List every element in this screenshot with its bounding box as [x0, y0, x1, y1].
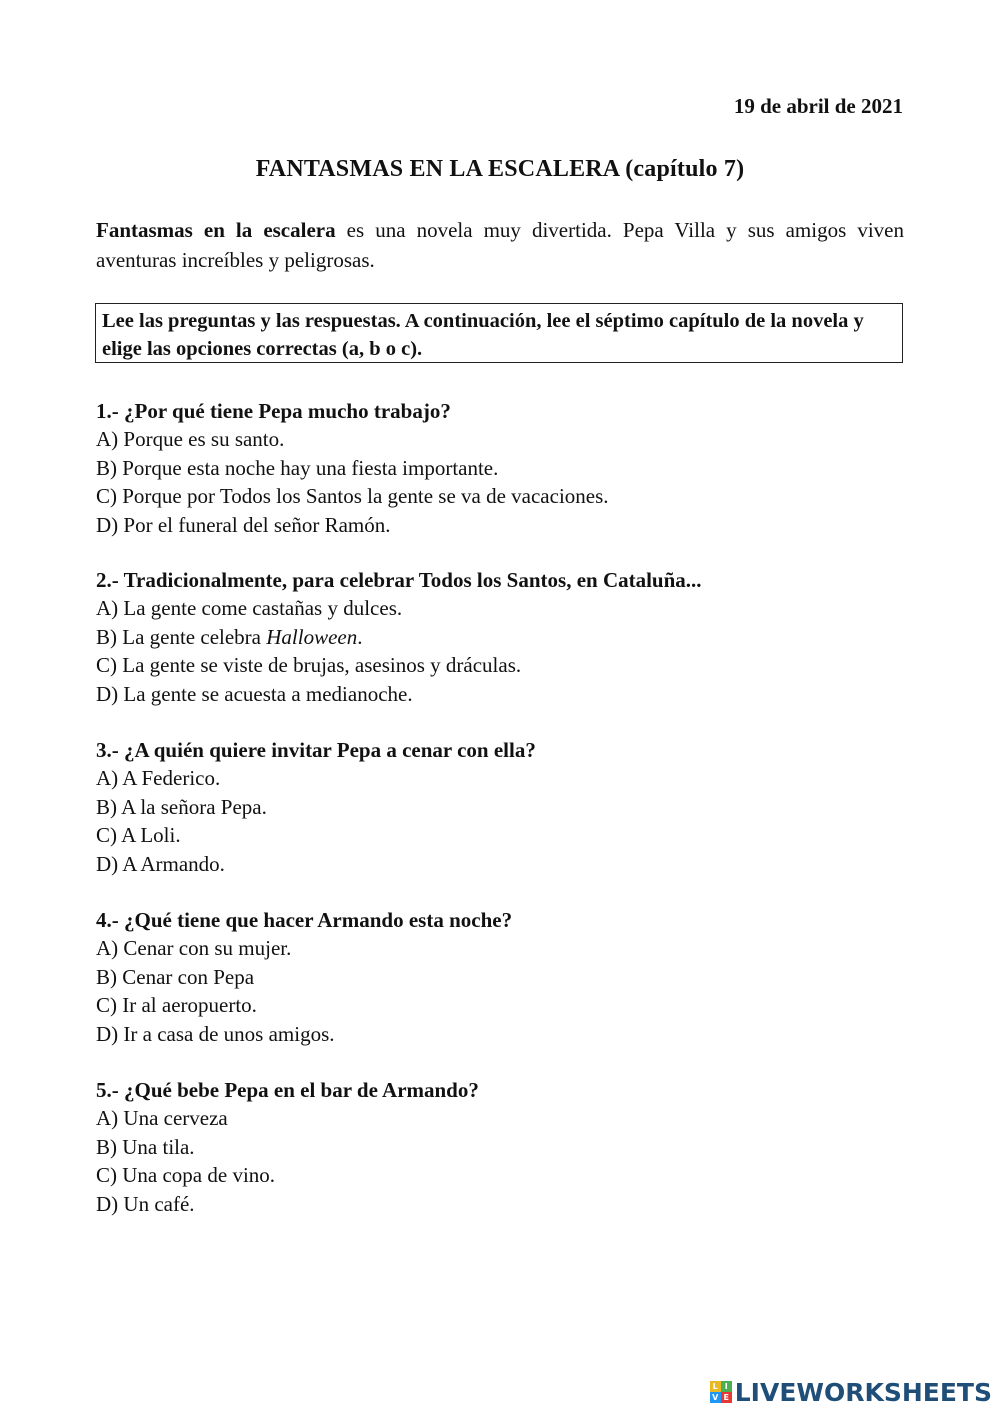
instructions-box: Lee las preguntas y las respuestas. A continuación, lee el séptimo capítulo de la novela y elige las opciones correctas (a, b o c).: [95, 303, 903, 363]
liveworksheets-brand-text: LIVEWORKSHEETS: [734, 1377, 992, 1407]
option-b[interactable]: [96, 623, 916, 652]
logo-cell: L: [710, 1381, 721, 1392]
option-b[interactable]: B) Cenar con Pepa: [96, 964, 255, 989]
question-title: 5.- ¿Qué bebe Pepa en el bar de Armando?: [96, 1078, 479, 1102]
liveworksheets-logo-icon: [710, 1381, 732, 1403]
question-title: 2.- Tradicionalmente, para celebrar Todos los Santos, en Cataluña...: [96, 568, 702, 592]
intro-text: es una novela muy divertida. Pepa Villa y sus amigos viven aventuras increíbles y peligrosas.: [96, 218, 904, 272]
document-date: 19 de abril de 2021: [733, 94, 903, 118]
novel-title: Fantasmas en la escalera: [96, 218, 336, 242]
option-b-text: B) La gente celebra: [96, 624, 267, 649]
option-c[interactable]: C) A Loli.: [96, 823, 181, 847]
intro-paragraph: [96, 215, 904, 275]
logo-cell: E: [721, 1392, 732, 1403]
option-b[interactable]: B) A la señora Pepa.: [96, 794, 267, 819]
option-b[interactable]: B) Porque esta noche hay una fiesta importante.: [96, 455, 499, 480]
option-c[interactable]: C) Porque por Todos los Santos la gente se va de vacaciones.: [96, 484, 609, 508]
question-2: [96, 566, 916, 708]
option-a[interactable]: A) Porque es su santo.: [96, 427, 285, 451]
option-c[interactable]: C) La gente se viste de brujas, asesinos y dráculas.: [96, 653, 522, 677]
logo-cell: V: [710, 1392, 721, 1403]
option-d[interactable]: D) A Armando.: [96, 851, 225, 876]
option-d[interactable]: D) Por el funeral del señor Ramón.: [96, 512, 391, 537]
logo-cell: I: [721, 1381, 732, 1392]
option-a[interactable]: A) La gente come castañas y dulces.: [96, 596, 403, 620]
option-d[interactable]: D) Un café.: [96, 1191, 195, 1216]
question-3: [96, 736, 916, 878]
option-a[interactable]: A) Una cerveza: [96, 1106, 228, 1130]
option-c[interactable]: C) Ir al aeropuerto.: [96, 993, 257, 1017]
document-title: FANTASMAS EN LA ESCALERA (capítulo 7): [255, 156, 745, 182]
liveworksheets-watermark: [710, 1377, 992, 1407]
option-b-italic: Halloween: [266, 624, 358, 649]
option-b[interactable]: B) Una tila.: [96, 1134, 195, 1159]
question-title: 4.- ¿Qué tiene que hacer Armando esta noche?: [96, 908, 513, 932]
option-b-end: .: [357, 624, 363, 649]
option-a[interactable]: A) Cenar con su mujer.: [96, 936, 292, 960]
option-d[interactable]: D) Ir a casa de unos amigos.: [96, 1021, 335, 1046]
question-1: [96, 397, 916, 539]
question-title: 3.- ¿A quién quiere invitar Pepa a cenar con ella?: [96, 738, 536, 762]
option-d[interactable]: D) La gente se acuesta a medianoche.: [96, 681, 413, 706]
option-a[interactable]: A) A Federico.: [96, 766, 221, 790]
question-5: [96, 1076, 916, 1218]
question-4: [96, 906, 916, 1048]
option-c[interactable]: C) Una copa de vino.: [96, 1163, 276, 1187]
question-title: 1.- ¿Por qué tiene Pepa mucho trabajo?: [96, 399, 451, 423]
